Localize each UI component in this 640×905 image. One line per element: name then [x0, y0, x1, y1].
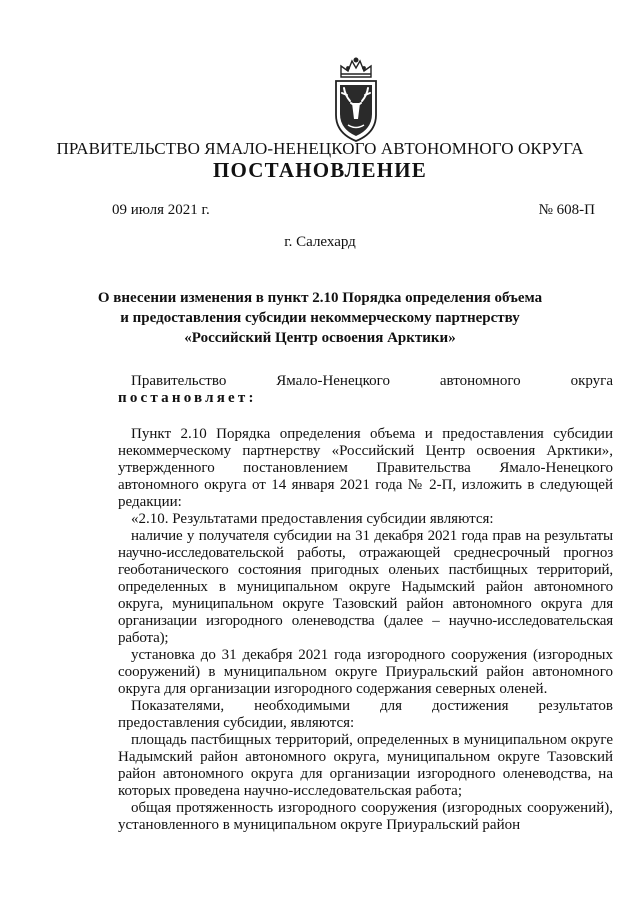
subject-line: О внесении изменения в пункт 2.10 Порядка определения объема: [97, 290, 543, 306]
body-paragraph: Показателями, необходимыми для достижения результатов предоставления субсидии, являются:: [118, 698, 613, 731]
body-paragraph: площадь пастбищных территорий, определенных в муниципальном округе Надымский район автономного округа, муниципальном округе Тазовский район автономного округа для организации изгородного оленеводства, на которых проведена научно-исследовательская работа;: [118, 732, 613, 799]
body-paragraph: общая протяженность изгородного сооружения (изгородных сооружений), установленного в муниципальном округе Приуральский район: [118, 800, 613, 833]
document-type: ПОСТАНОВЛЕНИЕ: [212, 158, 428, 182]
subject-line: и предоставления субсидии некоммерческому партнерству: [120, 310, 520, 326]
body-paragraph: наличие у получателя субсидии на 31 декабря 2021 года прав на результаты научно-исследовательской работы, отражающей среднесрочный прогноз геоботанического состояния пригодных оленьих пастбищных территорий, определенных в муниципальном округе Надымский район автономного округа, муниципальном округе Тазовский район автономного округа для организации изгородного оленеводства (далее – научно-исследовательская работа);: [118, 528, 613, 646]
document-date: 09 июля 2021 г.: [112, 202, 210, 218]
document-subject: [0, 288, 640, 348]
document-number: № 608-П: [538, 202, 595, 218]
body-paragraph: Пункт 2.10 Порядка определения объема и предоставления субсидии некоммерческому партнерству «Российский Центр освоения Арктики», утвержденного постановлением Правительства Ямало-Ненецкого автономного округа от 14 января 2021 года № 2-П, изложить в следующей редакции:: [118, 426, 613, 510]
coat-of-arms-icon: [326, 57, 386, 145]
resolution-intro: [118, 373, 613, 407]
body-paragraph: установка до 31 декабря 2021 года изгородного сооружения (изгородных сооружений) в муниципальном округе Приуральский район автономного округа для организации изгородного содержания северных оленей.: [118, 647, 613, 697]
document-city: г. Салехард: [284, 234, 356, 250]
intro-word: Правительство: [131, 373, 227, 389]
intro-word: Ямало-Ненецкого: [276, 373, 390, 389]
intro-word: округа: [570, 373, 613, 389]
body-paragraph: «2.10. Результатами предоставления субсидии являются:: [131, 511, 494, 527]
postanovlyaet: постановляет:: [118, 390, 257, 406]
subject-line: «Российский Центр освоения Арктики»: [184, 330, 456, 346]
document-body: [118, 426, 613, 834]
intro-word: автономного: [439, 373, 521, 389]
government-title: ПРАВИТЕЛЬСТВО ЯМАЛО-НЕНЕЦКОГО АВТОНОМНОГО ОКРУГА: [56, 139, 584, 158]
